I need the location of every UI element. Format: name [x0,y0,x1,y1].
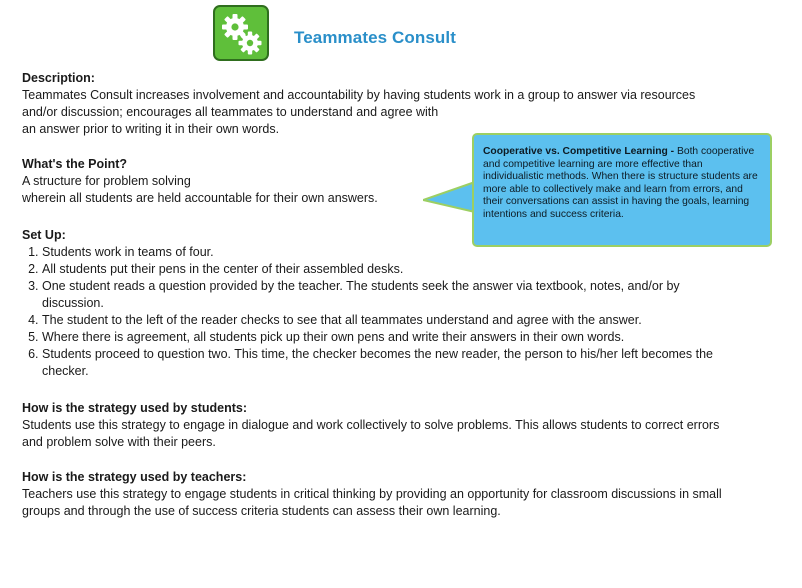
students-heading: How is the strategy used by students: [22,401,248,415]
list-item: 2. All students put their pens in the center of their assembled desks. [42,261,722,278]
callout-text: Both cooperative and competitive learning are more effective than individualistic methods. When there is structure students are more able to collectively make and learn from errors, and their conversations can assist in having the goals, learning intentions and success criteria. [483,146,758,220]
description-line-2: and/or discussion; encourages all teammates to understand and agree with [22,105,439,119]
teachers-heading: How is the strategy used by teachers: [22,470,247,484]
callout-tail [423,176,477,216]
students-text: Students use this strategy to engage in dialogue and work collectively to solve problems. This allows students to correct errors and problem solve with their peers. [22,418,720,449]
list-item: 6. Students proceed to question two. This time, the checker becomes the new reader, the person to his/her left becomes the checker. [42,346,722,380]
gears-icon [213,5,269,61]
description-section [22,70,695,138]
point-line-1: A structure for problem solving [22,174,191,188]
description-line-3: an answer prior to writing it in their own words. [22,122,280,136]
setup-heading: Set Up: [22,228,66,242]
description-heading: Description: [22,71,95,85]
teachers-text: Teachers use this strategy to engage students in critical thinking by providing an opportunity for classroom discussions in small groups and through the use of success criteria students can assess their own learning. [22,487,722,518]
students-section [22,400,732,451]
list-item: 5. Where there is agreement, all students pick up their own pens and write their answers in their own words. [42,329,722,346]
setup-section [22,227,722,380]
point-heading: What's the Point? [22,157,128,171]
point-section [22,156,378,207]
callout-title: Cooperative vs. Competitive Learning - [483,146,675,157]
teachers-section [22,469,732,520]
list-item: 4. The student to the left of the reader checks to see that all teammates understand and agree with the answer. [42,312,722,329]
setup-list [22,244,722,380]
point-line-2: wherein all students are held accountable for their own answers. [22,191,378,205]
list-item: 1. Students work in teams of four. [42,244,722,261]
description-line-1: Teammates Consult increases involvement and accountability by having students work in a group to answer via resources [22,88,696,102]
page-title: Teammates Consult [294,28,456,47]
list-item: 3. One student reads a question provided by the teacher. The students seek the answer via textbook, notes, and/or by discussion. [42,278,722,312]
